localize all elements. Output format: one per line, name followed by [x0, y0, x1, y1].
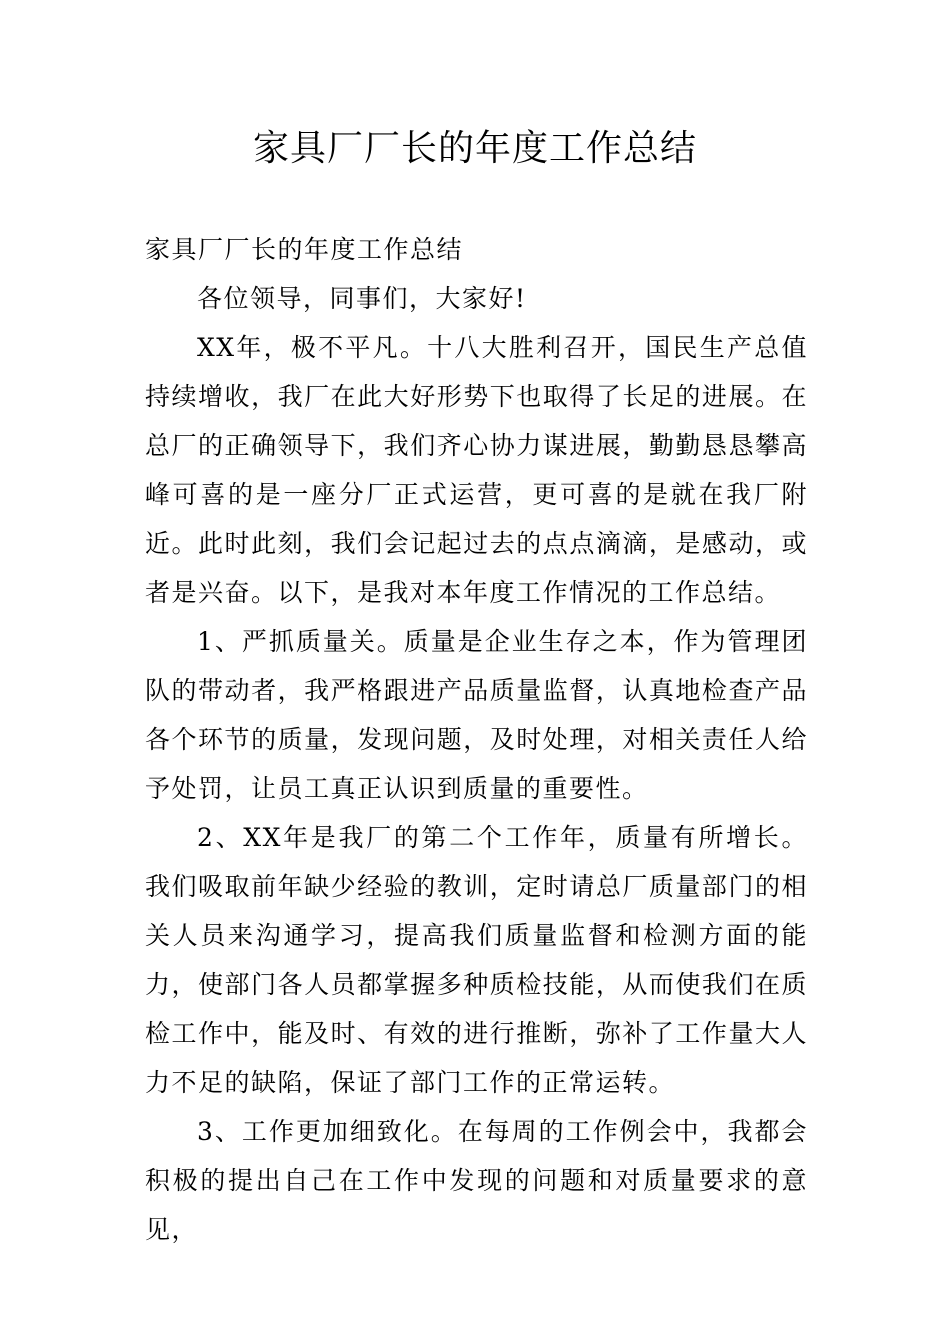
- document-body: [145, 225, 808, 1254]
- greeting-paragraph: 各位领导，同事们，大家好!: [197, 284, 527, 313]
- subtitle-paragraph: 家具厂厂长的年度工作总结: [145, 235, 464, 264]
- intro-paragraph: XX年，极不平凡。十八大胜利召开，国民生产总值持续增收，我厂在此大好形势下也取得了长足的进展。在总厂的正确领导下，我们齐心协力谋进展，勤勤恳恳攀高峰可喜的是一座分厂正式运营，更可喜的是就在我厂附近。此时此刻，我们会记起过去的点点滴滴，是感动，或者是兴奋。以下，是我对本年度工作情况的工作总结。: [145, 333, 808, 607]
- point-1-paragraph: 1、严抓质量关。质量是企业生存之本，作为管理团队的带动者，我严格跟进产品质量监督，认真地检查产品各个环节的质量，发现问题，及时处理，对相关责任人给予处罚，让员工真正认识到质量的重要性。: [145, 627, 808, 803]
- document-title: 家具厂厂长的年度工作总结: [252, 128, 697, 169]
- point-3-paragraph: 3、工作更加细致化。在每周的工作例会中，我都会积极的提出自己在工作中发现的问题和对质量要求的意见，: [145, 1117, 808, 1244]
- point-2-paragraph: 2、XX年是我厂的第二个工作年，质量有所增长。我们吸取前年缺少经验的教训，定时请总厂质量部门的相关人员来沟通学习，提高我们质量监督和检测方面的能力，使部门各人员都掌握多种质检技能，从而使我们在质检工作中，能及时、有效的进行推断，弥补了工作量大人力不足的缺陷，保证了部门工作的正常运转。: [145, 823, 808, 1097]
